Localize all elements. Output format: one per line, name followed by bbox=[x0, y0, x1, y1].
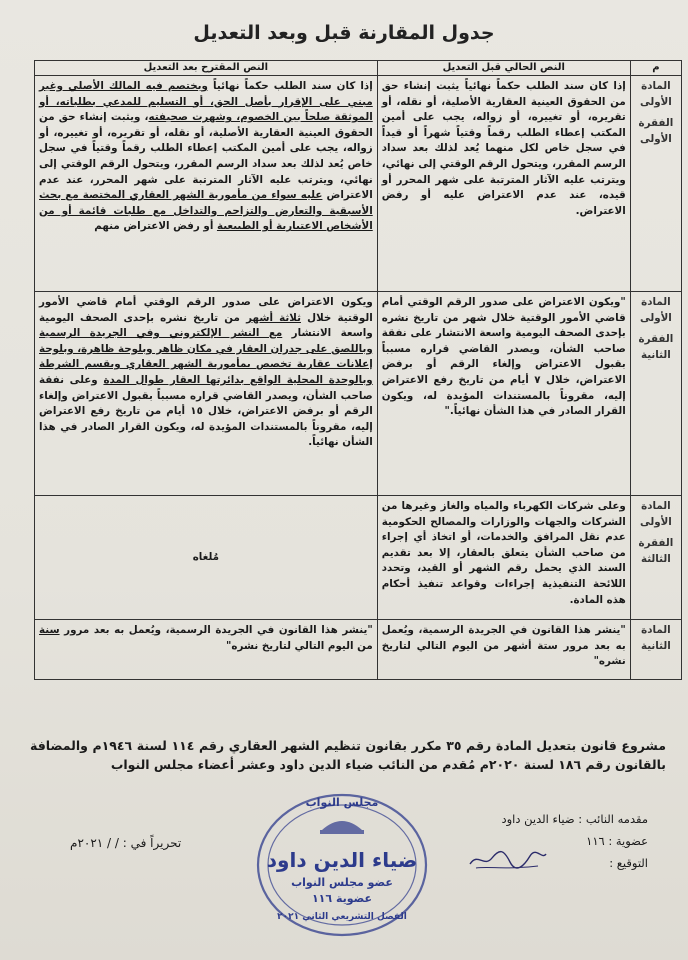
article-label: المادة الأولى bbox=[639, 296, 672, 324]
row-label bbox=[630, 76, 681, 292]
article-label: المادة الأولى bbox=[639, 80, 672, 108]
membership-line: عضوية : ١١٦ bbox=[586, 834, 648, 848]
current-text-cell: "ويكون الاعتراض على صدور الرقم الوقتي أمام قاضي الأمور الوقتية خلال شهر من تاريخ نشره بإحدى الصحف اليومية واسعة الانتشار على نفقة صاحب الشأن، ويصدر القاضي قراره مسبباً بقبول الاعتراض وإلغاء الرقم أو برفض الاعتراض، خلال ٧ أيام من تاريخ رفع الاعتراض إليه، مقروناً بالمستندات المؤيدة له، ويكون القرار الصادر في هذا الشأن نهائياً." bbox=[377, 292, 630, 496]
article-label: المادة الأولى bbox=[639, 500, 672, 528]
paragraph-label: الفقرة الثالثة bbox=[638, 537, 674, 565]
proposed-text-cell: إذا كان سند الطلب حكماً نهائياً ويختصم فيه المالك الأصلي وغير مبني على الإقرار بأصل الحق، أو التسليم للمدعي بطلباته، أو الموثقة صلحاً بين الخصوم، وشهرت صحيفته، ويثبت إنشاء حق من الحقوق العينية العقارية الأصلية، أو نقله، أو تقريره، أو تغييره، أو زواله، يجب على أمين المكتب إعطاء الطلب رقماً وقتياً في سجل خاص يُعد لذلك بعد سداد الرسم المقرر، ويتحول الرقم الوقتي إلى نهائي، ويترتب عليه الآثار المترتبة على شهر المحرر، عند عدم الاعتراض عليه سواء من مأمورية الشهر العقاري المختصة مع بحث الأسبقية والتعارض والتزاحم والتداخل مع طلبات قائمة أو من الأشخاص الاعتبارية أو الطبيعية أو رفض الاعتراض منهم bbox=[35, 76, 378, 292]
presenter-line: مقدمه النائب : ضياء الدين داود bbox=[501, 812, 648, 826]
date-line: تحريراً في : / / ٢٠٢١م bbox=[70, 836, 182, 850]
stamp-name: ضياء الدين داود bbox=[266, 848, 418, 872]
table-row bbox=[35, 76, 682, 292]
table-row bbox=[35, 292, 682, 496]
current-text-cell: إذا كان سند الطلب حكماً نهائياً يثبت إنشاء حق من الحقوق العينية العقارية الأصلية، أو نقله، أو تقريره، أو تغييره، أو زواله، يجب على أمين المكتب إعطاء الطلب رقماً وقتياً شهراً أو قيداً في سجل خاص لكل منهما يُعد لذلك بعد سداد الرسم المقرر، ويتحول الرقم الوقتي إلى نهائي، ويترتب عليه الآثار المترتبة على شهر المحرر أو قيده، عند عدم الاعتراض عليه أو رفض الاعتراض. bbox=[377, 76, 630, 292]
row-label bbox=[630, 620, 681, 680]
parliament-stamp bbox=[252, 790, 432, 940]
proposed-text-cell: ويكون الاعتراض على صدور الرقم الوقتي أمام قاضي الأمور الوقتية خلال ثلاثة أشهر من تاريخ نشره بإحدى الصحف اليومية واسعة الانتشار مع النشر الإلكتروني وفي الجريدة الرسمية وباللصق على جدران العقار في مكان ظاهر وبلوحة ظاهرة، وبلوحة إعلانات عقارية تخصص بمأمورية الشهر العقاري وبقسم الشرطة وبالوحدة المحلية الواقع بدائرتها العقار طوال المدة وعلى نفقة صاحب الشأن، ويصدر القاضي قراره مسبباً بقبول الاعتراض وإلغاء الرقم أو برفض الاعتراض، خلال ١٥ أيام من تاريخ رفع الاعتراض إليه، مقروناً بالمستندات المؤيدة له، ويكون القرار الصادر في هذا الشأن نهائياً. bbox=[35, 292, 378, 496]
stamp-membership: عضوية ١١٦ bbox=[311, 892, 373, 905]
signature-line: التوقيع : bbox=[609, 856, 648, 870]
bill-title: مشروع قانون بتعديل المادة رقم ٣٥ مكرر بقانون تنظيم الشهر العقاري رقم ١١٤ لسنة ١٩٤٦م والمضافة بالقانون رقم ١٨٦ لسنة ٢٠٢٠م مُقدم من النائب ضياء الدين داود وعشر أعضاء مجلس النواب bbox=[30, 738, 666, 772]
row-label bbox=[630, 496, 681, 620]
current-text-cell: "ينشر هذا القانون في الجريدة الرسمية، ويُعمل به بعد مرور ستة أشهر من اليوم التالي لتاريخ نشره" bbox=[377, 620, 630, 680]
proposed-text-cell: "ينشر هذا القانون في الجريدة الرسمية، ويُعمل به بعد مرور سنة من اليوم التالي لتاريخ نشره" bbox=[35, 620, 378, 680]
comparison-table bbox=[34, 60, 682, 680]
header-proposed-text: النص المقترح بعد التعديل bbox=[35, 61, 378, 76]
current-text-cell: وعلى شركات الكهرباء والمياه والغاز وغيرها من الشركات والجهات والوزارات والمصالح الحكومية عدم نقل المرافق والخدمات، أو اتخاذ أي إجراء من صاحب الشأن يتعلق بالعقار، إلا بعد تقديم السند الذي يحمل رقم الشهر أو القيد، وتحدد اللائحة التنفيذية إجراءات وقواعد تنفيذ أحكام هذه المادة. bbox=[377, 496, 630, 620]
page-title: جدول المقارنة قبل وبعد التعديل bbox=[193, 22, 495, 44]
row-label bbox=[630, 292, 681, 496]
paragraph-label: الفقرة الأولى bbox=[638, 117, 674, 145]
table-row bbox=[35, 496, 682, 620]
stamp-term: الفصل التشريعي الثاني ٢٠٢١ bbox=[277, 912, 407, 922]
handwritten-signature bbox=[468, 846, 548, 872]
table-header-row bbox=[35, 61, 682, 76]
header-number: م bbox=[630, 61, 681, 76]
stamp-role: عضو مجلس النواب bbox=[291, 876, 393, 889]
stamp-top-text: مجلس النواب bbox=[305, 796, 379, 809]
article-label: المادة الثانية bbox=[640, 624, 671, 652]
repealed-cell: مُلغاه bbox=[35, 496, 378, 620]
header-current-text: النص الحالي قبل التعديل bbox=[377, 61, 630, 76]
table-row bbox=[35, 620, 682, 680]
paragraph-label: الفقرة الثانية bbox=[638, 333, 674, 361]
